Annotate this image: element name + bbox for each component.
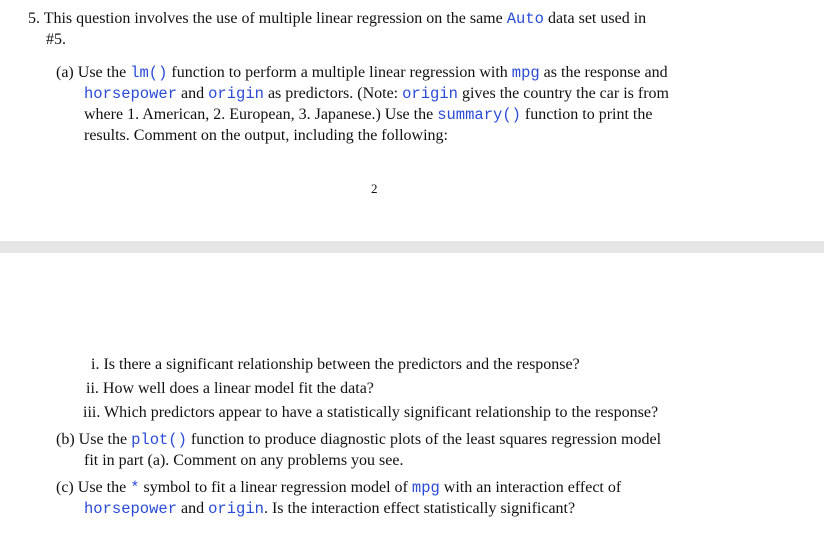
code-origin: origin — [208, 500, 264, 518]
question-text: data set used in — [543, 10, 647, 27]
part-c-text: symbol to fit a linear regression model of — [139, 479, 412, 496]
page-break-divider — [0, 241, 824, 253]
code-summary: summary() — [437, 106, 521, 124]
code-mpg: mpg — [511, 64, 540, 82]
code-asterisk: * — [130, 479, 140, 497]
sub-item-ii: ii. How well does a linear model fit the data? — [86, 380, 374, 397]
part-a-line-1 — [56, 63, 668, 83]
question-text: #5. — [46, 31, 66, 48]
part-a-text: and — [177, 85, 209, 102]
code-horsepower: horsepower — [84, 85, 178, 103]
part-a-line-2 — [84, 84, 669, 104]
question-text: 5. This question involves the use of multiple linear regression on the same — [28, 10, 507, 27]
code-auto: Auto — [506, 10, 544, 28]
part-c-text: and — [177, 500, 209, 517]
part-a-text: (a) Use the — [56, 64, 131, 81]
code-mpg: mpg — [411, 479, 440, 497]
part-c-text: with an interaction effect of — [439, 479, 622, 496]
sub-item-i: i. Is there a significant relationship between the predictors and the response? — [91, 356, 580, 373]
code-origin: origin — [402, 85, 458, 103]
part-a-line-4 — [84, 126, 448, 146]
part-a-text: as the response and — [539, 64, 668, 81]
part-c-line-2 — [84, 499, 575, 519]
part-c-text: . Is the interaction effect statistically significant? — [263, 500, 576, 517]
question-line-2 — [46, 30, 66, 50]
part-c-line-1 — [56, 478, 621, 498]
part-b-line-2 — [84, 451, 403, 471]
page-number: 2 — [371, 181, 378, 196]
part-a-text: function to perform a multiple linear regression with — [167, 64, 512, 81]
question-line-1 — [28, 9, 646, 29]
part-a-text: function to print the — [520, 106, 653, 123]
part-b-text: fit in part (a). Comment on any problems you see. — [84, 452, 404, 469]
part-b-line-1 — [56, 430, 661, 450]
code-origin: origin — [208, 85, 264, 103]
sub-item-iii: iii. Which predictors appear to have a statistically significant relationship to the response? — [83, 404, 659, 421]
part-a-text: where 1. American, 2. European, 3. Japanese.) Use the — [84, 106, 438, 123]
code-plot: plot() — [131, 431, 187, 449]
part-a-line-3 — [84, 105, 652, 125]
part-b-text: function to produce diagnostic plots of the least squares regression model — [186, 431, 662, 448]
code-horsepower: horsepower — [84, 500, 178, 518]
part-c-text: (c) Use the — [56, 479, 131, 496]
code-lm: lm() — [130, 64, 168, 82]
part-a-text: gives the country the car is from — [457, 85, 669, 102]
part-a-text: as predictors. (Note: — [263, 85, 403, 102]
part-b-text: (b) Use the — [56, 431, 132, 448]
part-a-text: results. Comment on the output, including the following: — [84, 127, 448, 144]
